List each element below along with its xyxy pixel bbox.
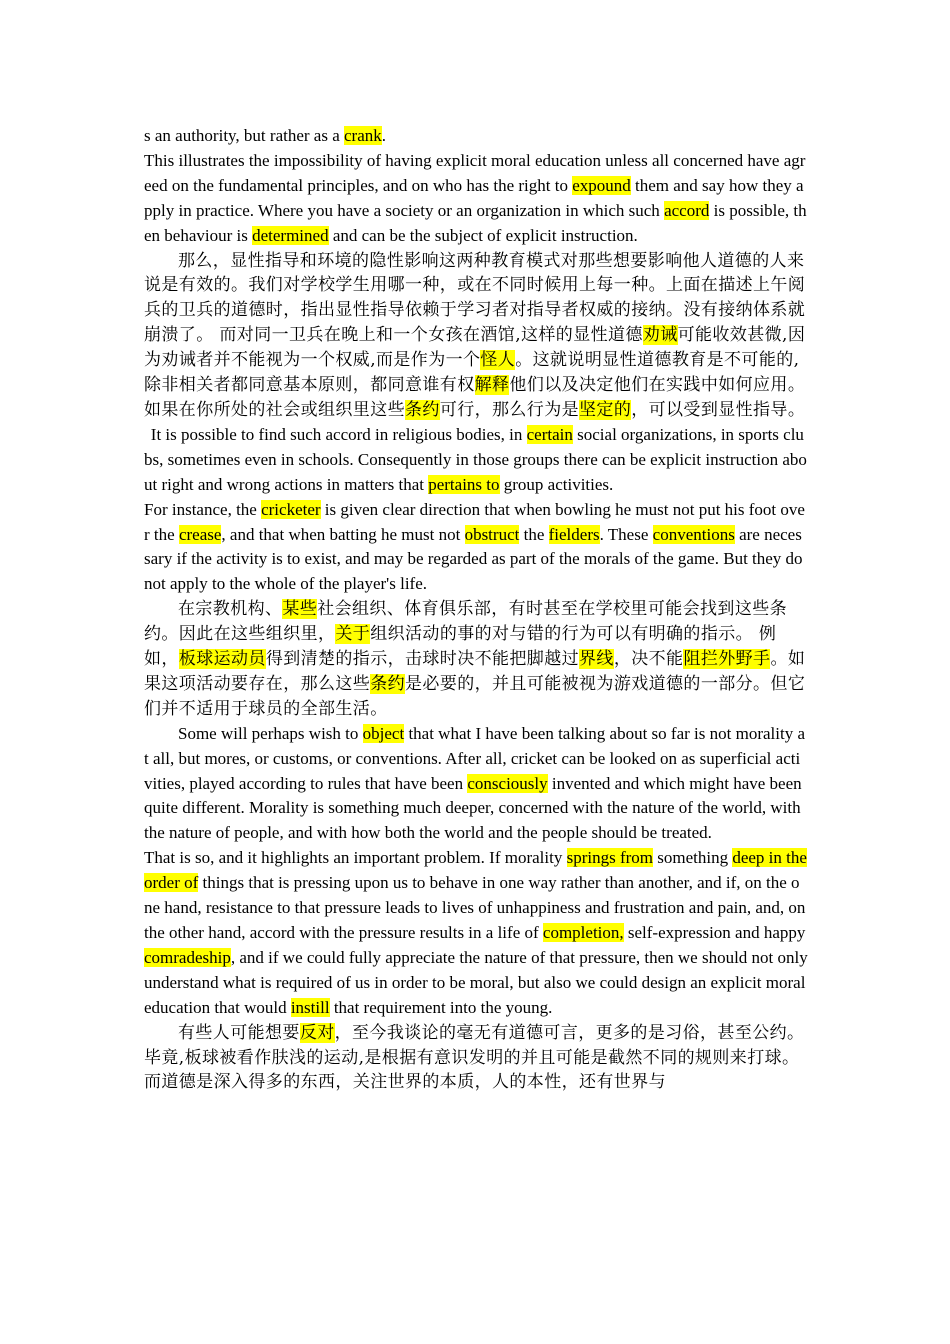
text-segment: 组织活动的事的对与错的行为可以有明确的指示。 例如，	[144, 624, 777, 670]
paragraph-2	[144, 149, 808, 249]
highlighted-term: 反对	[299, 1022, 335, 1043]
text-segment: 社会组织、体育俱乐部，有时甚至在学校里可能会找到这些条约。因此在这些组织里，	[144, 599, 788, 645]
text-segment: is possible, then behaviour is	[144, 200, 807, 245]
text-segment: social organizations, in sports clubs, sometimes even in schools. Consequently in those groups there can be explicit instruction about right and wrong actions in matters that	[144, 424, 807, 494]
text-segment: is given clear direction that when bowling he must not put his foot over the	[144, 499, 805, 544]
highlighted-term: 劝诫	[642, 325, 678, 346]
highlighted-term: 关于	[335, 624, 371, 645]
text-segment: 。这就说明显性道德教育是不可能的,除非相关者都同意基本原则，都同意谁有权	[144, 350, 800, 396]
text-segment: This illustrates the impossibility of having explicit moral education unless all concerned have agreed on the fundamental principles, and on who has the right to	[144, 150, 806, 195]
text-segment: 得到清楚的指示，击球时决不能把脚越过	[265, 649, 580, 670]
highlighted-term: cricketer	[261, 499, 321, 519]
highlighted-term: instill	[290, 997, 330, 1017]
highlighted-term: 界线	[579, 649, 614, 670]
paragraph-8	[144, 846, 808, 1020]
highlighted-term: consciously	[467, 773, 548, 793]
text-segment: That is so, and it highlights an important problem. If morality	[144, 848, 567, 868]
highlighted-term: crease	[178, 524, 222, 544]
highlighted-term: 板球运动员	[178, 649, 266, 670]
text-segment: that what I have been talking about so far is not morality at all, but mores, or customs, or conventions. After all, cricket can be looked on as superficial activities, played according to rules that have been	[144, 723, 805, 793]
highlighted-term: accord	[664, 200, 710, 220]
highlighted-term: 阻拦外野手	[683, 649, 771, 670]
highlighted-term: 解释	[474, 375, 510, 396]
highlighted-term: deep in the order of	[144, 848, 807, 893]
highlighted-term: completion,	[542, 923, 624, 942]
text-segment: , and that when batting he must not	[221, 524, 465, 544]
text-segment: that requirement into the young.	[329, 997, 553, 1017]
highlighted-term: crank	[344, 126, 382, 145]
paragraph-6	[144, 597, 808, 722]
highlighted-term: comradeship	[144, 947, 231, 967]
text-segment: are necessary if the activity is to exist, and may be regarded as part of the morals of the game. But they do not apply to the whole of the player's life.	[144, 524, 803, 594]
text-segment: self-expression and happy	[623, 923, 806, 942]
highlighted-term: 条约	[405, 399, 440, 420]
text-segment: .	[381, 126, 387, 145]
text-segment: s an authority, but rather as a	[144, 126, 344, 145]
paragraph-3	[144, 249, 808, 423]
text-segment: ，可以受到显性指导。	[631, 399, 806, 420]
text-segment: Some will perhaps wish to	[178, 723, 363, 743]
paragraph-9	[144, 1021, 808, 1096]
text-segment: them and say how they apply in practice. Where you have a society or an organization in which such	[144, 175, 804, 220]
text-segment: the	[519, 524, 549, 544]
highlighted-term: 条约	[370, 673, 406, 694]
text-segment: invented and which might have been quite different. Morality is something much deeper, concerned with the nature of the world, with the nature of people, and with how both the world and the people should be treated.	[144, 773, 802, 843]
paragraph-7	[144, 722, 808, 847]
highlighted-term: object	[362, 723, 405, 743]
highlighted-term: certain	[526, 424, 573, 444]
text-segment: , and if we could fully appreciate the nature of that pressure, then we should not only understand what is required of us in order to be moral, but also we could design an explicit moral education that would	[144, 947, 808, 1017]
text-segment: It is possible to find such accord in religious bodies, in	[150, 424, 527, 444]
text-segment: 可能收效甚微,因为劝诫者并不能视为一个权威,而是作为一个	[144, 325, 806, 371]
text-segment: . These	[599, 524, 653, 544]
highlighted-term: determined	[252, 225, 329, 245]
highlighted-term: fielders	[548, 524, 600, 544]
highlighted-term: obstruct	[464, 524, 520, 544]
text-segment: 可行，那么行为是	[439, 399, 580, 420]
text-segment: ，决不能	[613, 649, 684, 670]
text-segment: ，至今我谈论的毫无有道德可言，更多的是习俗，甚至公约。毕竟,板球被看作肤浅的运动,是根据有意识发明的并且可能是截然不同的规则来打球。而道德是深入得多的东西，关注世界的本质，人的本性，还有世界与	[144, 1022, 805, 1093]
highlighted-term: expound	[572, 175, 631, 195]
text-segment: something	[653, 848, 733, 868]
text-segment: For instance, the	[144, 499, 262, 519]
paragraph-4	[144, 423, 808, 498]
paragraph-5	[144, 498, 808, 598]
document-page	[144, 124, 808, 1095]
text-segment: 有些人可能想要	[178, 1022, 300, 1043]
text-segment: 他们以及决定他们在实践中如何应用。如果在你所处的社会或组织里这些	[144, 375, 806, 420]
highlighted-term: pertains to	[428, 474, 500, 494]
text-segment: things that is pressing upon us to behave in one way rather than another, and if, on the one hand, resistance to that pressure leads to lives of unhappiness and frustration and pain, and, on the other hand, accord with the pressure results in a life of	[144, 873, 806, 942]
text-segment: and can be the subject of explicit instruction.	[328, 225, 638, 245]
paragraph-1	[144, 124, 808, 149]
text-segment: group activities.	[499, 474, 614, 494]
highlighted-term: 坚定的	[579, 399, 632, 420]
highlighted-term: 怪人	[480, 350, 516, 371]
text-segment: 那么，显性指导和环境的隐性影响这两种教育模式对那些想要影响他人道德的人来说是有效的。我们对学校学生用哪一种，或在不同时候用上每一种。上面在描述上午阅兵的卫兵的道德时，指出显性指导依赖于学习者对指导者权威的接纳。没有接纳体系就崩溃了。 而对同一卫兵在晚上和一个女孩在酒馆,这样的显性道德	[144, 250, 806, 346]
highlighted-term: 某些	[282, 599, 318, 620]
highlighted-term: conventions	[652, 524, 735, 544]
text-segment: 在宗教机构、	[178, 599, 283, 620]
text-segment: 是必要的，并且可能被视为游戏道德的一部分。但它们并不适用于球员的全部生活。	[144, 673, 806, 719]
highlighted-term: springs from	[566, 848, 653, 868]
text-segment: 。如果这项活动要存在，那么这些	[144, 649, 806, 694]
